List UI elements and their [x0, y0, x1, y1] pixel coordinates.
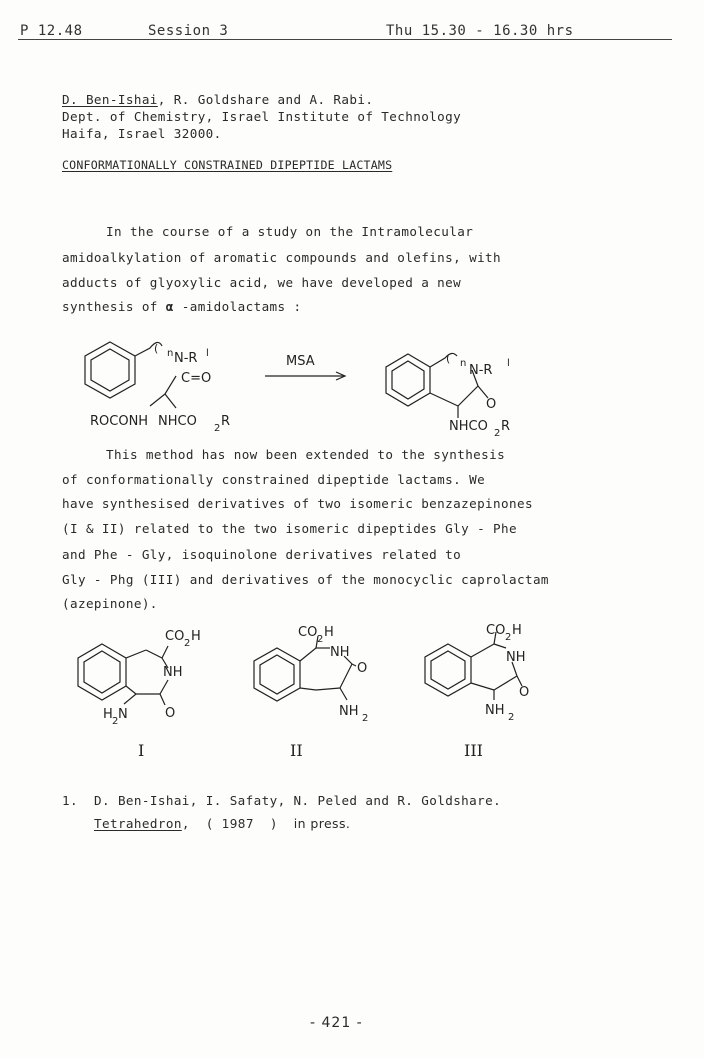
page-number: - 421 -	[310, 1015, 363, 1031]
para1-line4	[62, 299, 301, 314]
reference-year: 1987	[221, 817, 254, 831]
sm-benzene-inner	[91, 349, 129, 391]
struct1-bond-d	[160, 680, 168, 694]
first-author: D. Ben-Ishai	[62, 92, 158, 107]
pr-n-r: N-R	[469, 363, 493, 378]
structures-figure	[0, 618, 704, 768]
s3-o: O	[519, 685, 530, 700]
s1-nh: NH	[163, 665, 183, 680]
pr-oxo: O	[486, 397, 497, 412]
pr-r: R	[501, 419, 511, 434]
struct2-bond-e	[316, 688, 340, 690]
reference-journal: Tetrahedron	[94, 816, 182, 831]
struct2-amino-bond	[340, 688, 347, 700]
sm-co-bond	[165, 376, 176, 394]
alpha-symbol: α	[165, 299, 174, 314]
s2-nh: NH	[330, 645, 350, 660]
struct1-bond-a	[126, 650, 146, 658]
struct3-bond-e	[471, 683, 494, 690]
struct1-acid-bond	[162, 646, 168, 658]
para2-line1: This method has now been extended to the synthesis	[106, 447, 506, 462]
reaction-scheme	[0, 330, 704, 440]
para2-line6: Gly - Phg (III) and derivatives of the monocyclic caprolactam	[62, 572, 549, 587]
struct1-bond-f	[126, 686, 136, 694]
struct2-benzene-inner	[260, 655, 294, 694]
struct2-bond-a	[300, 648, 316, 661]
pr-paren: (	[446, 352, 451, 365]
header-session: Session 3	[148, 23, 229, 39]
para2-line4: (I & II) related to the two isomeric dipeptides Gly - Phe	[62, 521, 517, 536]
reagent-label: MSA	[286, 354, 315, 369]
s3-nh: NH	[506, 650, 526, 665]
struct3-benzene-inner	[431, 651, 465, 689]
s2-o: O	[357, 661, 368, 676]
s1-h: H	[191, 629, 201, 644]
pr-index: n	[460, 358, 467, 369]
reference-authors: D. Ben-Ishai, I. Safaty, N. Peled and R. Goldshare.	[94, 793, 502, 808]
sm-roconh: ROCONH	[90, 414, 149, 429]
pr-ring-bond	[430, 393, 458, 406]
para1-line4-end: -amidolactams :	[173, 299, 302, 314]
para2-line5: and Phe - Gly, isoquinolone derivatives related to	[62, 547, 462, 562]
para2-line2: of conformationally constrained dipeptide lactams. We	[62, 472, 486, 487]
struct3-bond-d	[494, 676, 517, 690]
para1-line2: amidoalkylation of aromatic compounds and olefins, with	[62, 250, 502, 265]
struct2-benzene	[254, 648, 300, 701]
reference-status: in press.	[293, 816, 351, 831]
sm-prime: l	[206, 348, 209, 359]
struct1-oxo-bond	[160, 694, 165, 705]
s1-o: O	[165, 706, 176, 721]
para2-line7: (azepinone).	[62, 596, 158, 611]
reference-line2	[94, 816, 350, 831]
sm-nhco: NHCO	[158, 414, 197, 429]
pr-prime: l	[507, 358, 510, 369]
para2-line3: have synthesised derivatives of two isomeric benzazepinones	[62, 496, 533, 511]
pr-nhco: NHCO	[449, 419, 488, 434]
para1-line1: In the course of a study on the Intramolecular	[106, 224, 474, 239]
paper-title: CONFORMATIONALLY CONSTRAINED DIPEPTIDE LACTAMS	[62, 158, 393, 172]
pr-co-bond	[458, 386, 478, 406]
s1-h2n-n: N	[118, 707, 128, 722]
s2-nh2: NH	[339, 704, 359, 719]
affiliation: Dept. of Chemistry, Israel Institute of Technology	[62, 109, 462, 124]
para1-line3: adducts of glyoxylic acid, we have developed a new	[62, 275, 462, 290]
struct1-amino-bond	[124, 694, 136, 704]
sm-sub2: 2	[214, 423, 221, 434]
pr-sub2: 2	[494, 428, 501, 439]
co-authors: , R. Goldshare and A. Rabi.	[157, 92, 374, 107]
sm-left-bond	[150, 394, 165, 406]
sm-r: R	[221, 414, 231, 429]
struct1-benzene-inner	[84, 651, 120, 693]
label-III: III	[464, 741, 483, 760]
s3-co: CO	[486, 623, 506, 638]
struct3-benzene	[425, 644, 471, 696]
struct3-bond-b	[494, 644, 506, 648]
reference-sep: , (	[181, 816, 222, 831]
sm-right-bond	[165, 394, 176, 408]
pr-chain-bond	[430, 353, 457, 367]
s2-co-sub: 2	[317, 634, 324, 645]
city: Haifa, Israel 32000.	[62, 126, 222, 141]
s1-h2n-h: H	[103, 707, 113, 722]
para1-line4-start: synthesis of	[62, 299, 166, 314]
s2-co: CO	[298, 625, 318, 640]
s1-co: CO	[165, 629, 185, 644]
sm-paren: (	[154, 342, 159, 355]
header-code: P 12.48	[20, 23, 83, 39]
s2-h: H	[324, 625, 334, 640]
s3-nh2: NH	[485, 703, 505, 718]
struct1-bond-b	[146, 650, 162, 658]
label-I: I	[138, 741, 145, 760]
struct2-bond-d	[340, 664, 352, 688]
sm-benzene-ring	[85, 342, 135, 398]
label-II: II	[290, 741, 303, 760]
s1-h2n-2: 2	[112, 716, 119, 727]
struct2-oxo-bond	[352, 664, 356, 666]
struct3-bond-a	[471, 644, 494, 657]
header-rule	[18, 39, 672, 40]
struct2-bond-f	[300, 688, 316, 690]
sm-carbonyl: C=O	[181, 371, 212, 386]
s2-nh2-sub: 2	[362, 713, 369, 724]
authors-line	[62, 92, 373, 107]
s3-co-sub: 2	[505, 632, 512, 643]
sm-index: n	[167, 348, 174, 359]
sm-n-r: N-R	[174, 351, 198, 366]
reference-close: )	[253, 816, 294, 831]
s3-nh2-sub: 2	[508, 712, 515, 723]
s1-co-sub: 2	[184, 638, 191, 649]
header-time: Thu 15.30 - 16.30 hrs	[386, 23, 574, 39]
s3-h: H	[512, 623, 522, 638]
pr-benzene-inner	[392, 361, 424, 399]
struct1-benzene	[78, 644, 126, 700]
reference-number: 1.	[62, 793, 78, 808]
